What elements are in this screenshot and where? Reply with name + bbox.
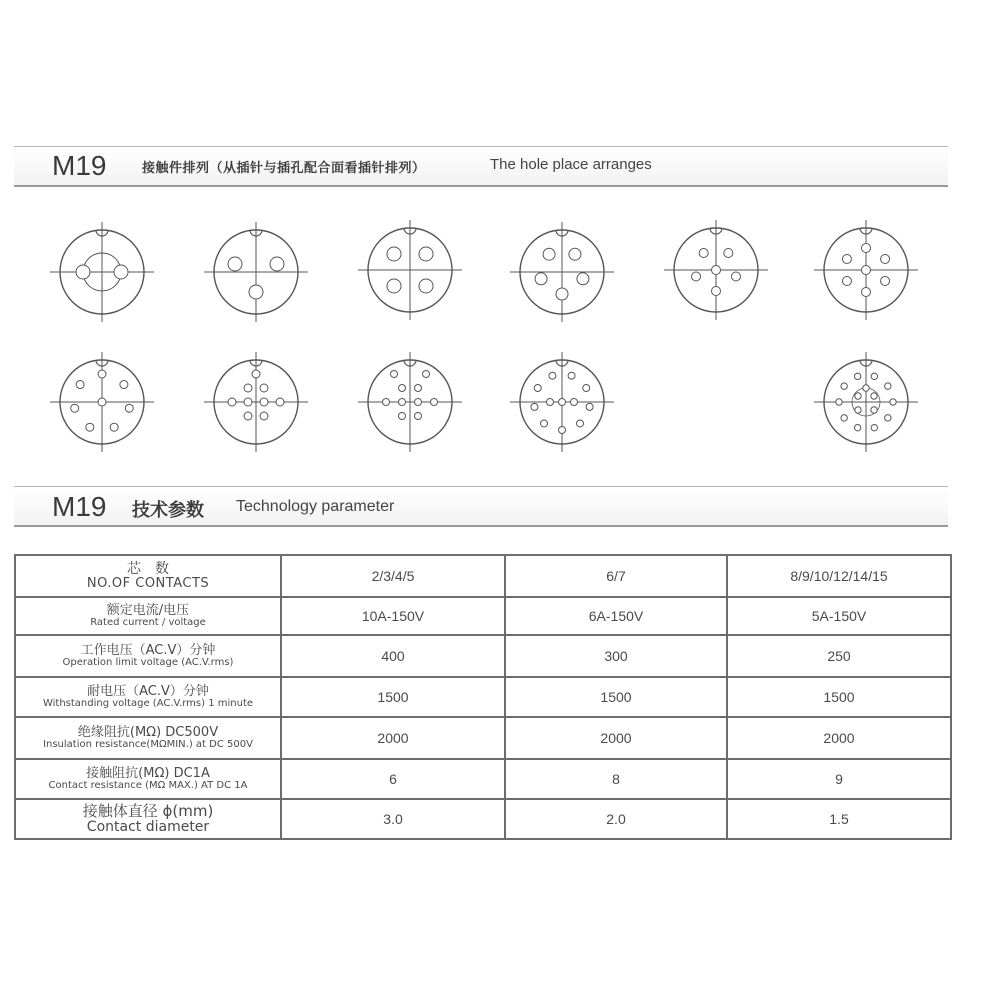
value-cell: 9 (727, 759, 951, 799)
pin-hole (244, 398, 252, 406)
pin-hole (855, 407, 861, 413)
value-cell: 5A-150V (727, 597, 951, 635)
value-cell: 6 (281, 759, 505, 799)
pin-hole (836, 399, 842, 405)
pin-hole (415, 399, 422, 406)
value-cell: 1.5 (727, 799, 951, 839)
table-row (15, 597, 951, 635)
pin-hole (419, 279, 433, 293)
pin-hole (862, 266, 871, 275)
value-cell: 300 (505, 635, 727, 677)
pin-hole (568, 372, 575, 379)
model-label: M19 (52, 491, 107, 522)
parameter-label (15, 759, 281, 799)
pin-hole (855, 393, 861, 399)
arrangement-3-pin (204, 222, 308, 322)
pin-hole (842, 277, 851, 286)
pin-hole (863, 385, 869, 391)
table-row (15, 677, 951, 717)
pin-hole (559, 399, 566, 406)
pin-hole (98, 370, 106, 378)
pin-hole (415, 413, 422, 420)
pin-hole (86, 423, 94, 431)
arrangement-4-pin (358, 220, 462, 320)
pin-hole (871, 424, 877, 430)
pin-hole (724, 249, 733, 258)
pin-hole (71, 404, 79, 412)
arrangement-6-pin (664, 220, 768, 320)
table-header-row (15, 555, 951, 597)
arrangement-7-pin (814, 220, 918, 320)
pin-hole (534, 385, 541, 392)
value-cell: 2.0 (505, 799, 727, 839)
value-cell: 6/7 (505, 555, 727, 597)
parameter-label-en: Rated current / voltage (90, 616, 206, 628)
pin-hole (270, 257, 284, 271)
pin-hole (885, 415, 891, 421)
pin-hole (543, 248, 555, 260)
table-row (15, 759, 951, 799)
pin-hole (110, 423, 118, 431)
value-cell: 8 (505, 759, 727, 799)
pin-hole (120, 381, 128, 389)
pin-hole (871, 407, 877, 413)
pin-hole (431, 399, 438, 406)
pin-hole (276, 398, 284, 406)
pin-hole (842, 255, 851, 264)
parameter-label-en: Contact diameter (86, 818, 210, 835)
pin-hole (549, 372, 556, 379)
pin-hole (249, 285, 263, 299)
parameter-label-cn: 工作电压（AC.V）分钟 (80, 642, 216, 658)
parameter-label-en: Operation limit voltage (AC.V.rms) (62, 656, 234, 668)
pin-hole (399, 413, 406, 420)
parameter-label (15, 555, 281, 597)
parameter-label (15, 635, 281, 677)
table-row (15, 799, 951, 839)
pin-hole (854, 424, 860, 430)
value-cell: 3.0 (281, 799, 505, 839)
table-row (15, 717, 951, 759)
pin-hole (871, 393, 877, 399)
parameter-label (15, 799, 281, 839)
pin-hole (531, 403, 538, 410)
value-cell: 1500 (281, 677, 505, 717)
arrangement-2-pin (50, 222, 154, 322)
value-cell: 6A-150V (505, 597, 727, 635)
value-cell: 1500 (505, 677, 727, 717)
parameter-label-cn: 耐电压（AC.V）分钟 (87, 683, 209, 699)
pin-hole (569, 248, 581, 260)
parameter-label-cn: 额定电流/电压 (106, 602, 190, 618)
parameter-label (15, 677, 281, 717)
pin-hole (535, 273, 547, 285)
model-label: M19 (52, 150, 107, 181)
pin-hole (699, 249, 708, 258)
pin-hole (244, 384, 252, 392)
pin-hole (854, 373, 860, 379)
pin-hole (399, 399, 406, 406)
pin-hole (98, 398, 106, 406)
technology-parameter-table (14, 554, 952, 840)
value-cell: 10A-150V (281, 597, 505, 635)
section-title-cn: 技术参数 (132, 500, 204, 521)
pin-hole (541, 420, 548, 427)
parameter-label-cn: 接触体直径 ϕ(mm) (82, 801, 214, 820)
pin-hole (692, 272, 701, 281)
pin-hole (260, 412, 268, 420)
pin-hole (885, 383, 891, 389)
pin-hole (862, 244, 871, 253)
pin-hole (547, 399, 554, 406)
parameter-label (15, 597, 281, 635)
pin-hole (731, 272, 740, 281)
pin-hole (76, 265, 90, 279)
section-title-en: The hole place arranges (490, 156, 652, 173)
pin-hole (76, 381, 84, 389)
pin-hole (890, 399, 896, 405)
pin-hole (576, 420, 583, 427)
pin-hole (571, 399, 578, 406)
section-title-en: Technology parameter (236, 498, 395, 515)
parameter-label (15, 717, 281, 759)
pin-hole (559, 427, 566, 434)
pin-hole (841, 383, 847, 389)
contact-arrangement-diagrams (0, 0, 1000, 480)
parameter-label-cn: 接触阻抗(MΩ) DC1A (86, 765, 210, 781)
pin-hole (881, 255, 890, 264)
pin-hole (415, 385, 422, 392)
pin-hole (228, 257, 242, 271)
parameter-label-en: Insulation resistance(MΩMIN.) at DC 500V (43, 738, 253, 750)
parameter-label-cn: 绝缘阻抗(MΩ) DC500V (77, 724, 219, 740)
pin-hole (114, 265, 128, 279)
pin-hole (577, 273, 589, 285)
pin-hole (841, 415, 847, 421)
value-cell: 400 (281, 635, 505, 677)
pin-hole (881, 277, 890, 286)
arrangement-12-pin (510, 352, 614, 452)
value-cell: 8/9/10/12/14/15 (727, 555, 951, 597)
pin-hole (419, 247, 433, 261)
pin-hole (712, 266, 721, 275)
value-cell: 2000 (505, 717, 727, 759)
arrangement-5-pin (510, 222, 614, 322)
table-row (15, 635, 951, 677)
parameter-label-en: Withstanding voltage (AC.V.rms) 1 minute (42, 697, 254, 709)
pin-hole (244, 412, 252, 420)
pin-hole (387, 279, 401, 293)
pin-hole (586, 403, 593, 410)
pin-hole (391, 371, 398, 378)
pin-hole (252, 370, 260, 378)
pin-hole (556, 288, 568, 300)
section-header-technology (14, 486, 948, 527)
value-cell: 2000 (727, 717, 951, 759)
pin-hole (260, 398, 268, 406)
pin-hole (387, 247, 401, 261)
pin-hole (125, 404, 133, 412)
value-cell: 2000 (281, 717, 505, 759)
arrangement-9-pin (204, 352, 308, 452)
arrangement-15-pin (814, 352, 918, 452)
pin-hole (712, 287, 721, 296)
pin-hole (399, 385, 406, 392)
pin-hole (228, 398, 236, 406)
arrangement-8-pin (50, 352, 154, 452)
value-cell: 2/3/4/5 (281, 555, 505, 597)
pin-hole (423, 371, 430, 378)
arrangement-10-pin (358, 352, 462, 452)
parameter-label-en: Contact resistance (MΩ MAX.) AT DC 1A (48, 779, 248, 791)
pin-hole (583, 385, 590, 392)
pin-hole (383, 399, 390, 406)
pin-hole (862, 288, 871, 297)
pin-hole (260, 384, 268, 392)
parameter-label-en: NO.OF CONTACTS (86, 575, 210, 591)
value-cell: 1500 (727, 677, 951, 717)
parameter-label-cn: 芯 数 (127, 560, 169, 577)
pin-hole (871, 373, 877, 379)
value-cell: 250 (727, 635, 951, 677)
section-title-cn: 接触件排列（从插针与插孔配合面看插针排列） (142, 161, 426, 176)
